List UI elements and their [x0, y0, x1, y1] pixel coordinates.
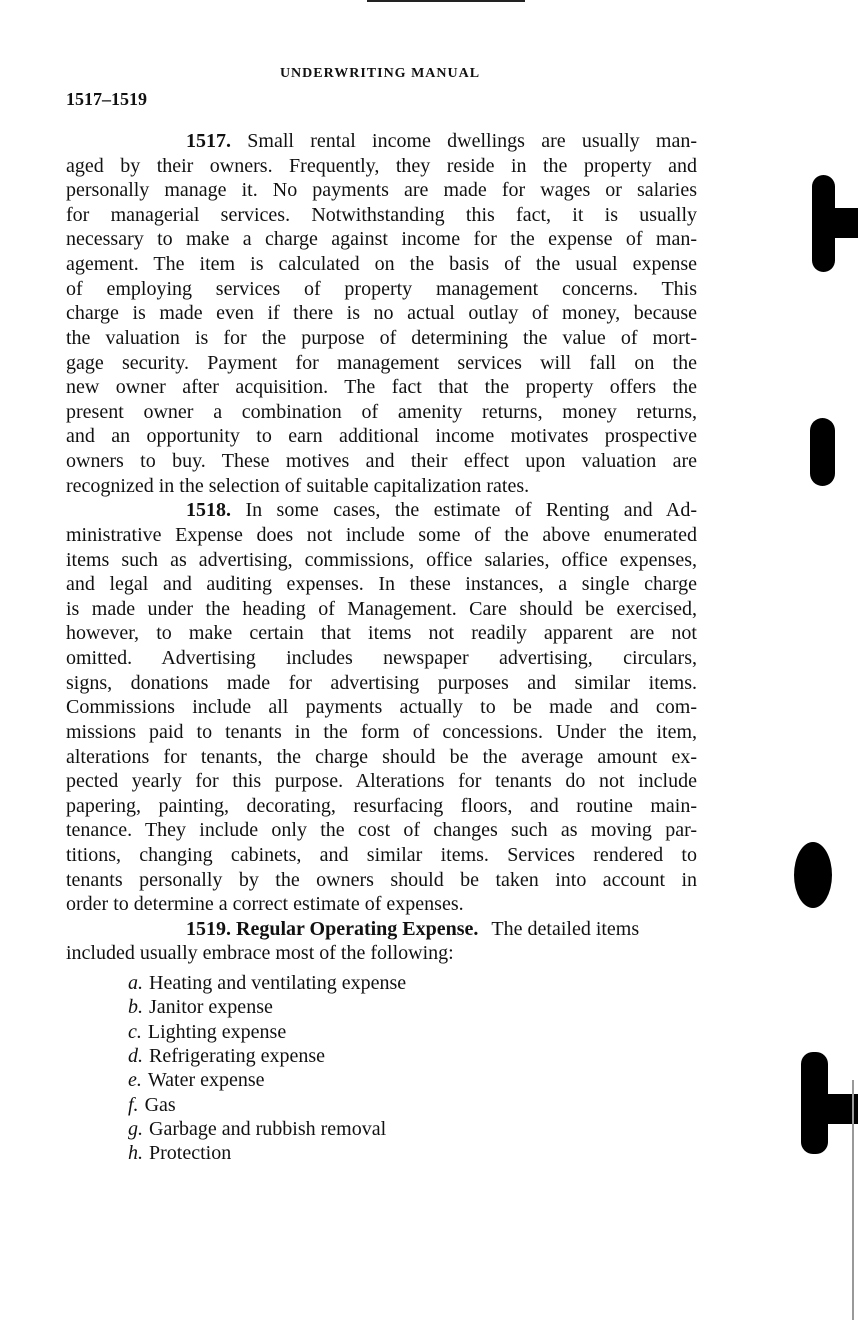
list-item: [128, 1068, 265, 1092]
paragraph-number: 1518.: [186, 499, 231, 522]
line-text: agement. The item is calculated on the basis of the usual expense: [66, 253, 697, 276]
paragraph-line: [66, 277, 697, 301]
list-text: Janitor expense: [149, 996, 273, 1019]
paragraph-line: [186, 498, 697, 522]
binder-hole-mark: [810, 418, 835, 486]
line-text: is made under the heading of Management. Care should be exercised,: [66, 597, 697, 620]
paragraph-line: [66, 326, 697, 350]
list-text: Garbage and rubbish removal: [149, 1117, 387, 1140]
paragraph-line: [66, 720, 697, 744]
binder-hole-mark: [794, 842, 832, 908]
list-item: [128, 971, 406, 995]
line-text: titions, changing cabinets, and similar items. Services rendered to: [66, 843, 697, 866]
paragraph-line: [186, 917, 639, 941]
paragraph-line: [66, 892, 697, 916]
section-range: 1517–1519: [66, 89, 147, 109]
paragraph-line: [66, 868, 697, 892]
paragraph-line: [66, 227, 697, 251]
list-text: Refrigerating expense: [149, 1044, 326, 1067]
list-letter: c.: [128, 1020, 142, 1043]
line-text: present owner a combination of amenity returns, money returns,: [66, 400, 697, 423]
line-text: necessary to make a charge against income for the expense of man-: [66, 228, 697, 251]
line-text: and legal and auditing expenses. In these instances, a single charge: [66, 573, 697, 596]
scan-top-rule: [367, 0, 525, 2]
list-text: Heating and ventilating expense: [149, 972, 407, 994]
line-text: The detailed items: [491, 917, 640, 940]
line-text: pected yearly for this purpose. Alterations for tenants do not include: [66, 770, 697, 793]
list-letter: h.: [128, 1142, 143, 1165]
paragraph-line: [66, 154, 697, 178]
paragraph-line: [66, 203, 697, 227]
list-letter: g.: [128, 1117, 143, 1140]
list-text: Protection: [149, 1142, 232, 1165]
line-text: alterations for tenants, the charge should be the average amount ex-: [66, 745, 697, 768]
line-text: omitted. Advertising includes newspaper advertising, circulars,: [66, 647, 697, 670]
paragraph-line: [66, 671, 697, 695]
paragraph-line: [66, 548, 697, 572]
list-item: [128, 1044, 325, 1068]
paragraph-line: [66, 375, 697, 399]
line-text: aged by their owners. Frequently, they reside in the property and: [66, 154, 697, 177]
paragraph-line: [66, 818, 697, 842]
paragraph-line: [66, 424, 697, 448]
paragraph-line: [66, 597, 697, 621]
line-text: tenants personally by the owners should be taken into account in: [66, 868, 697, 891]
list-item: [128, 1093, 176, 1117]
line-text: the valuation is for the purpose of determining the value of mort-: [66, 326, 697, 349]
list-text: Lighting expense: [147, 1020, 287, 1043]
paragraph-line: [66, 572, 697, 596]
list-item: [128, 1020, 286, 1044]
paragraph-line: [66, 301, 697, 325]
line-text: order to determine a correct estimate of expenses.: [66, 893, 464, 916]
line-text: In some cases, the estimate of Renting and Ad-: [245, 499, 698, 522]
list-item: [128, 1117, 386, 1141]
line-text: ministrative Expense does not include some of the above enumerated: [66, 523, 697, 546]
line-text: for managerial services. Notwithstanding this fact, it is usually: [66, 203, 697, 226]
line-text: Small rental income dwellings are usually man-: [247, 130, 698, 152]
paragraph-line: [66, 745, 697, 769]
line-text: personally manage it. No payments are made for wages or salaries: [66, 179, 697, 202]
paragraph-line: [66, 351, 697, 375]
paragraph-line: [66, 252, 697, 276]
paragraph-number: 1517.: [186, 130, 231, 152]
line-text: owners to buy. These motives and their effect upon valuation are: [66, 450, 697, 473]
paragraph-line: [186, 129, 697, 153]
paragraph-line: [66, 646, 697, 670]
list-text: Gas: [144, 1093, 176, 1116]
list-letter: a.: [128, 972, 143, 994]
paragraph-line: [66, 178, 697, 202]
paragraph-line: [66, 449, 697, 473]
paragraph-line: [66, 400, 697, 424]
paragraph-line: [66, 523, 697, 547]
list-letter: d.: [128, 1044, 143, 1067]
list-item: [128, 1141, 231, 1165]
line-text: recognized in the selection of suitable capitalization rates.: [66, 474, 530, 497]
line-text: charge is made even if there is no actual outlay of money, because: [66, 302, 697, 325]
paragraph-line: [66, 794, 697, 818]
list-letter: f.: [128, 1093, 139, 1116]
line-text: signs, donations made for advertising purposes and similar items.: [66, 671, 697, 694]
line-text: new owner after acquisition. The fact that the property offers the: [66, 376, 697, 399]
line-text: however, to make certain that items not readily apparent are not: [66, 622, 697, 645]
paragraph-line: [66, 621, 697, 645]
line-text: and an opportunity to earn additional income motivates prospective: [66, 425, 697, 448]
paragraph-line: [66, 843, 697, 867]
binder-hole-mark: [830, 208, 858, 238]
page-edge: [852, 1080, 854, 1320]
line-text: missions paid to tenants in the form of concessions. Under the item,: [66, 720, 697, 743]
line-text: tenance. They include only the cost of changes such as moving par-: [66, 819, 697, 842]
paragraph-line: [66, 941, 697, 965]
line-text: papering, painting, decorating, resurfacing floors, and routine main-: [66, 794, 697, 817]
list-item: [128, 995, 273, 1019]
line-text: of employing services of property management concerns. This: [66, 277, 697, 300]
list-text: Water expense: [147, 1069, 265, 1092]
line-text: Commissions include all payments actually to be made and com-: [66, 696, 697, 719]
binder-hole-mark: [801, 1052, 828, 1154]
list-letter: e.: [128, 1069, 142, 1092]
paragraph-number: 1519. Regular Operating Expense.: [186, 917, 479, 940]
line-text: gage security. Payment for management services will fall on the: [66, 351, 697, 374]
line-text: included usually embrace most of the following:: [66, 942, 454, 965]
list-letter: b.: [128, 996, 143, 1019]
paragraph-line: [66, 695, 697, 719]
line-text: items such as advertising, commissions, office salaries, office expenses,: [66, 548, 697, 571]
running-head: UNDERWRITING MANUAL: [279, 66, 481, 81]
paragraph-line: [66, 474, 697, 498]
paragraph-line: [66, 769, 697, 793]
